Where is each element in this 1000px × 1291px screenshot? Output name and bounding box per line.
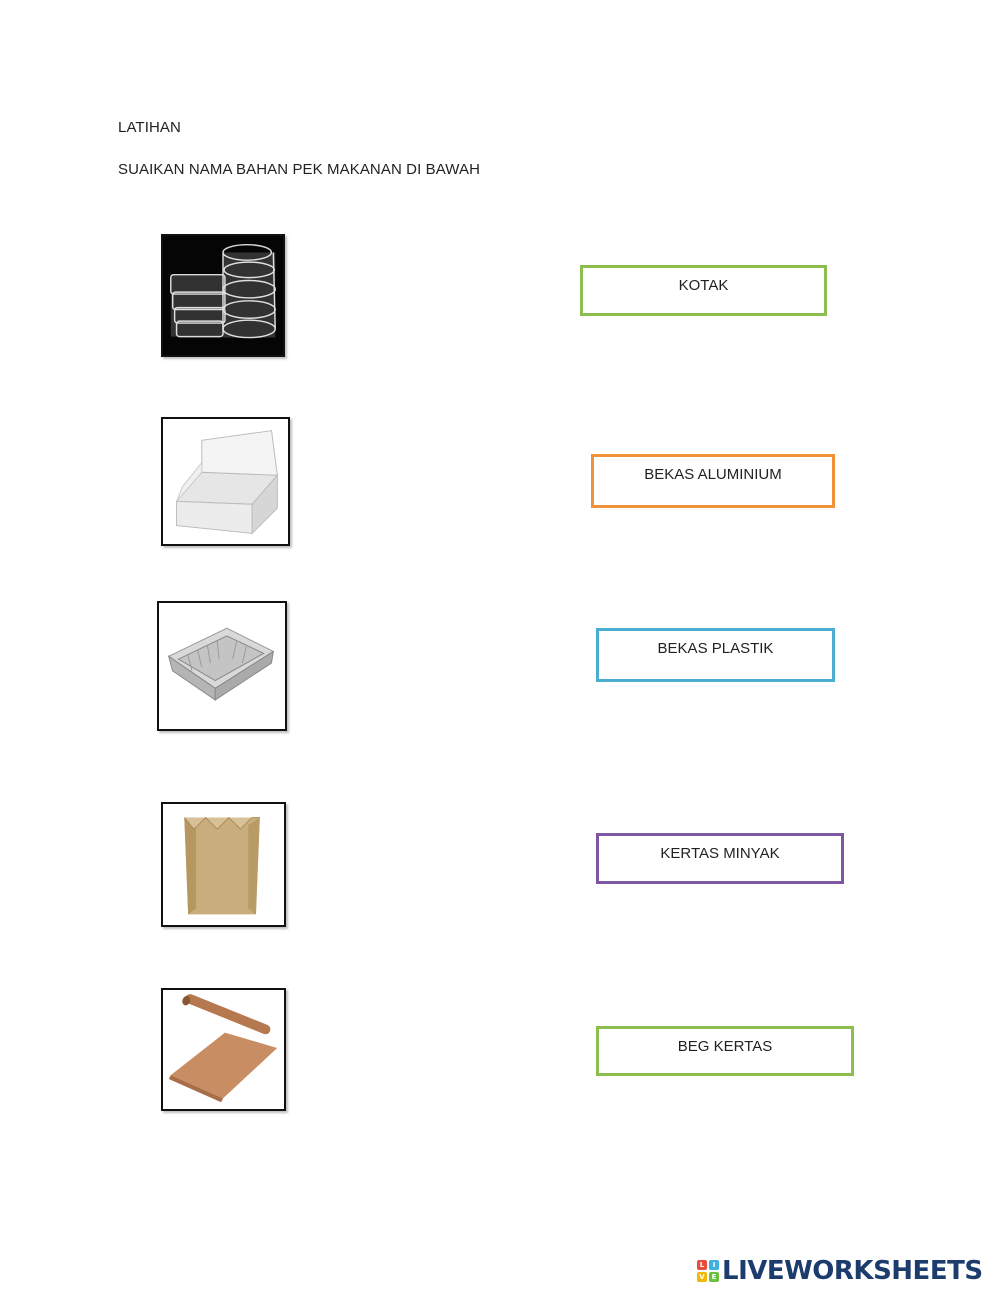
- label-kertas-minyak[interactable]: KERTAS MINYAK: [596, 833, 844, 884]
- worksheet-instruction: SUAIKAN NAMA BAHAN PEK MAKANAN DI BAWAH: [118, 161, 481, 178]
- logo-letter-l: L: [697, 1260, 707, 1270]
- paper-box-image: [161, 417, 290, 546]
- label-beg-kertas[interactable]: BEG KERTAS: [596, 1026, 854, 1076]
- logo-letter-i: I: [709, 1260, 719, 1270]
- label-bekas-aluminium[interactable]: BEKAS ALUMINIUM: [591, 454, 835, 508]
- logo-letter-e: E: [709, 1272, 719, 1282]
- label-bekas-plastik[interactable]: BEKAS PLASTIK: [596, 628, 835, 682]
- logo-letter-v: V: [697, 1272, 707, 1282]
- aluminium-tray-image: [157, 601, 287, 731]
- worksheet-title: LATIHAN: [118, 119, 181, 136]
- logo-text: LIVEWORKSHEETS: [722, 1256, 983, 1286]
- paper-bag-image: [161, 802, 286, 927]
- plastic-containers-image: [161, 234, 285, 357]
- label-kotak[interactable]: KOTAK: [580, 265, 827, 316]
- oil-paper-roll-image: [161, 988, 286, 1111]
- liveworksheets-logo: [697, 1256, 983, 1286]
- logo-squares-icon: [697, 1260, 719, 1282]
